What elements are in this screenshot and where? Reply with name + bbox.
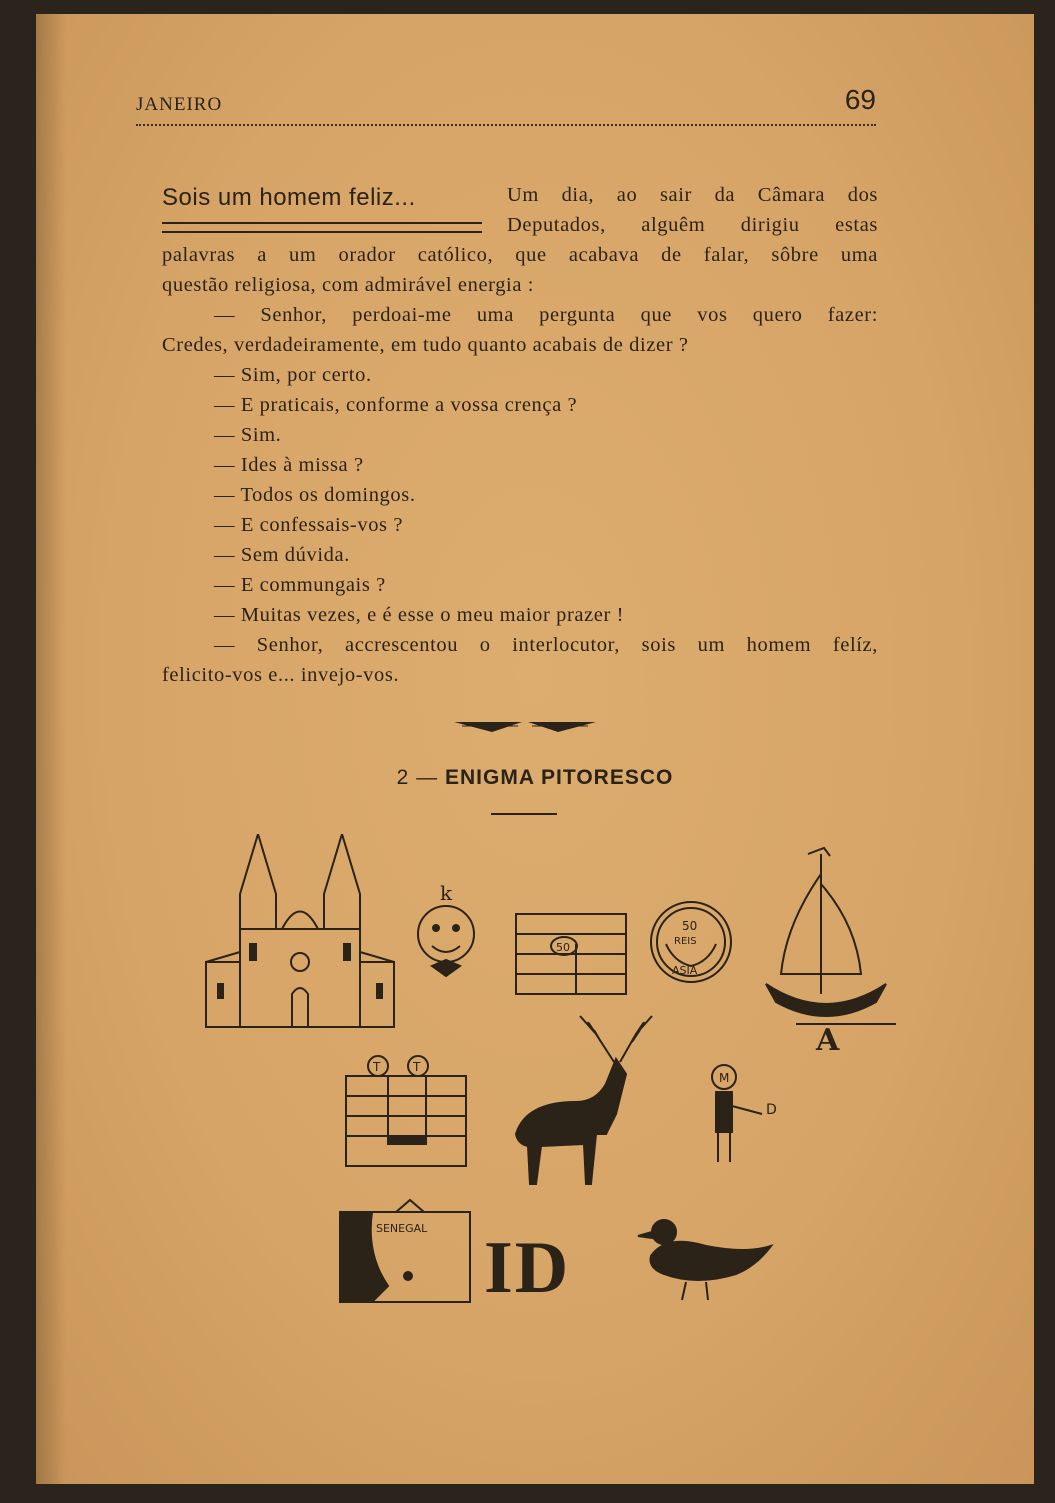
man-letter: M: [719, 1071, 730, 1085]
enigma-heading: [36, 766, 1034, 790]
map-label: SENEGAL: [376, 1222, 428, 1235]
story-line: — Todos os domingos.: [214, 484, 416, 506]
staff-note-label: 50: [556, 941, 570, 954]
story-line: — Sem dúvida.: [214, 544, 350, 566]
story-body: [162, 180, 878, 690]
ship-letter: A: [816, 1023, 840, 1058]
enigma-number: 2 —: [396, 766, 439, 789]
story-line: — Muitas vezes, e é esse o meu maior prazer !: [214, 604, 625, 626]
running-head: JANEIRO: [136, 94, 223, 115]
story-line: Credes, verdadeiramente, em tudo quanto acabais de dizer ?: [162, 334, 689, 356]
page-header: [136, 84, 876, 126]
story-line: — E praticais, conforme a vossa crença ?: [214, 394, 578, 416]
staff-t2: T: [413, 1060, 421, 1074]
story-line: — E confessais-vos ?: [214, 514, 404, 536]
enigma-title: ENIGMA PITORESCO: [445, 766, 674, 789]
story-line: — Senhor, perdoai-me uma pergunta que vos quero fazer:: [214, 304, 878, 326]
church-icon: [206, 834, 394, 1027]
ornament-divider: [452, 714, 598, 738]
story-line: Um dia, ao sair da Câmara dos: [507, 184, 878, 206]
music-staff-two-icon: [346, 1056, 466, 1166]
face-icon: [418, 906, 474, 976]
story-line: felicito-vos e... invejo-vos.: [162, 664, 400, 686]
heading-rule: [491, 813, 557, 815]
rebus-id-text: ID: [484, 1227, 571, 1309]
deer-icon: [516, 1016, 652, 1184]
duck-icon: [638, 1220, 771, 1300]
coin-label: ASIA: [672, 964, 698, 977]
coin-unit: REIS: [674, 936, 697, 947]
map-icon: [340, 1200, 470, 1302]
book-page: [36, 14, 1034, 1484]
face-letter: k: [440, 881, 453, 905]
story-line: palavras a um orador católico, que acabava de falar, sôbre uma: [162, 244, 878, 266]
story-line: questão religiosa, com admirável energia :: [162, 274, 535, 296]
coin-value: 50: [682, 919, 698, 933]
story-line: — Senhor, accrescentou o interlocutor, sois um homem felíz,: [214, 634, 878, 656]
story-line: — Sim.: [214, 424, 282, 446]
story-line: — Ides à missa ?: [214, 454, 364, 476]
spine-shadow: [36, 14, 66, 1484]
staff-t1: T: [373, 1060, 381, 1074]
man-hand-letter: D: [766, 1102, 777, 1118]
story-line: — E commungais ?: [214, 574, 386, 596]
page-number: 69: [844, 84, 876, 115]
story-line: Deputados, alguêm dirigiu estas: [507, 214, 878, 236]
story-title: Sois um homem feliz...: [162, 184, 416, 211]
story-line: — Sim, por certo.: [214, 364, 372, 386]
ship-icon: [766, 848, 896, 1024]
